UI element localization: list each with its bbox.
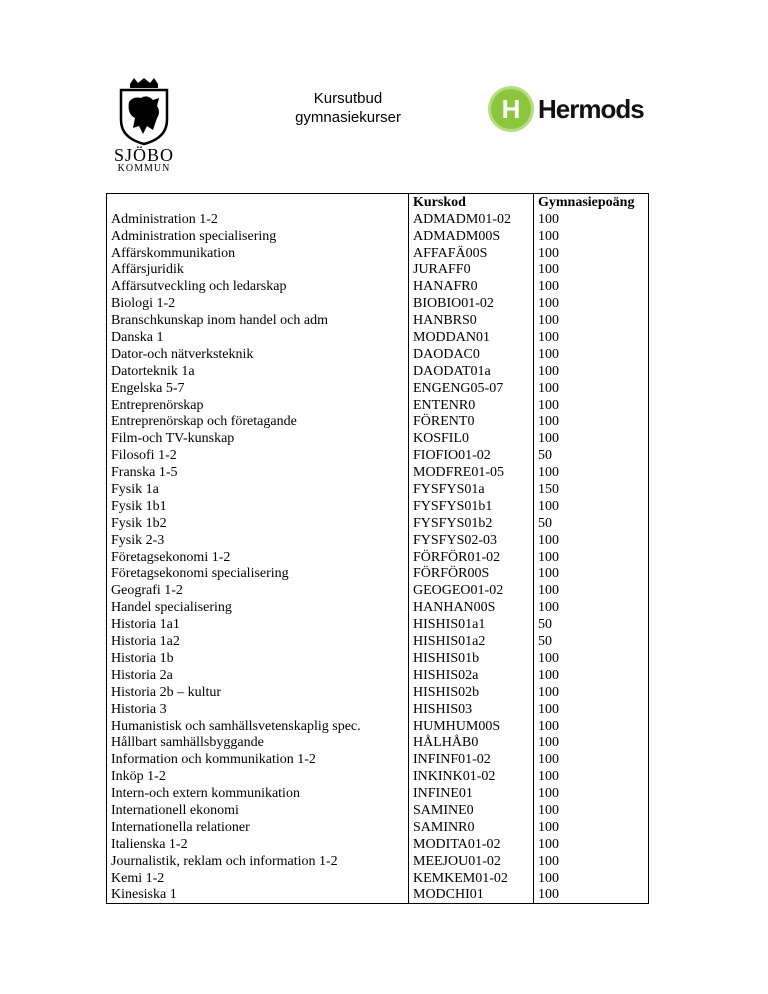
table-row [107, 515, 649, 532]
course-code: FÖRENT0 [409, 414, 534, 431]
table-row [107, 887, 649, 904]
table-row [107, 397, 649, 414]
course-code: HANAFR0 [409, 278, 534, 295]
course-name: Historia 2b – kultur [107, 684, 409, 701]
course-code: HISHIS01a1 [409, 616, 534, 633]
table-row [107, 380, 649, 397]
table-row [107, 853, 649, 870]
course-points: 100 [534, 802, 649, 819]
course-name: Hållbart samhällsbyggande [107, 735, 409, 752]
table-row [107, 447, 649, 464]
course-points: 100 [534, 735, 649, 752]
table-row [107, 414, 649, 431]
course-code: FYSFYS02-03 [409, 532, 534, 549]
course-points: 100 [534, 667, 649, 684]
course-points: 100 [534, 599, 649, 616]
course-code: FYSFYS01b2 [409, 515, 534, 532]
table-row [107, 566, 649, 583]
hermods-logo [488, 86, 644, 132]
course-name: Kinesiska 1 [107, 887, 409, 904]
course-points: 100 [534, 701, 649, 718]
course-code: HISHIS03 [409, 701, 534, 718]
table-row [107, 751, 649, 768]
table-row [107, 211, 649, 228]
course-points: 100 [534, 532, 649, 549]
table-row [107, 262, 649, 279]
course-name: Branschkunskap inom handel och adm [107, 312, 409, 329]
course-points: 100 [534, 346, 649, 363]
course-code: SAMINE0 [409, 802, 534, 819]
course-name: Administration 1-2 [107, 211, 409, 228]
course-name: Administration specialisering [107, 228, 409, 245]
course-points: 100 [534, 566, 649, 583]
page-title [268, 89, 428, 127]
course-code: FÖRFÖR01-02 [409, 549, 534, 566]
course-name: Historia 1a1 [107, 616, 409, 633]
course-code: AFFAFÄ00S [409, 245, 534, 262]
course-code: MEEJOU01-02 [409, 853, 534, 870]
course-code: HISHIS01b [409, 650, 534, 667]
course-points: 100 [534, 278, 649, 295]
course-name: Filosofi 1-2 [107, 447, 409, 464]
course-points: 100 [534, 380, 649, 397]
course-name: Affärskommunikation [107, 245, 409, 262]
course-points: 100 [534, 785, 649, 802]
course-code: MODDAN01 [409, 329, 534, 346]
course-name: Italienska 1-2 [107, 836, 409, 853]
course-name: Företagsekonomi specialisering [107, 566, 409, 583]
title-line-1: Kursutbud [313, 90, 383, 107]
course-points: 100 [534, 262, 649, 279]
course-points: 100 [534, 329, 649, 346]
course-name: Internationell ekonomi [107, 802, 409, 819]
course-name: Fysik 1b1 [107, 498, 409, 515]
course-code: FYSFYS01a [409, 481, 534, 498]
table-row [107, 870, 649, 887]
course-code: HISHIS02b [409, 684, 534, 701]
table-row [107, 768, 649, 785]
table-row [107, 228, 649, 245]
table-row [107, 819, 649, 836]
course-code: HANHAN00S [409, 599, 534, 616]
table-row [107, 701, 649, 718]
table-row [107, 346, 649, 363]
table-header-row [107, 194, 649, 211]
course-code: HUMHUM00S [409, 718, 534, 735]
table-row [107, 481, 649, 498]
course-code: HÅLHÅB0 [409, 735, 534, 752]
course-code: DAODAT01a [409, 363, 534, 380]
table-row [107, 735, 649, 752]
course-points: 150 [534, 481, 649, 498]
course-table [106, 193, 649, 904]
course-code: MODFRE01-05 [409, 464, 534, 481]
course-code: FIOFIO01-02 [409, 447, 534, 464]
course-name: Information och kommunikation 1-2 [107, 751, 409, 768]
course-name: Journalistik, reklam och information 1-2 [107, 853, 409, 870]
course-name: Datorteknik 1a [107, 363, 409, 380]
table-row [107, 464, 649, 481]
course-name: Historia 2a [107, 667, 409, 684]
course-name: Entreprenörskap och företagande [107, 414, 409, 431]
course-points: 100 [534, 228, 649, 245]
course-points: 100 [534, 464, 649, 481]
table-row [107, 312, 649, 329]
course-points: 100 [534, 397, 649, 414]
course-points: 100 [534, 430, 649, 447]
table-row [107, 245, 649, 262]
course-name: Danska 1 [107, 329, 409, 346]
course-points: 100 [534, 870, 649, 887]
course-code: KEMKEM01-02 [409, 870, 534, 887]
municipality-subtitle: KOMMUN [117, 163, 171, 174]
course-code: ENGENG05-07 [409, 380, 534, 397]
course-points: 100 [534, 853, 649, 870]
course-points: 100 [534, 768, 649, 785]
course-code: JURAFF0 [409, 262, 534, 279]
course-code: INKINK01-02 [409, 768, 534, 785]
table-row [107, 718, 649, 735]
course-name: Historia 1b [107, 650, 409, 667]
course-name: Fysik 2-3 [107, 532, 409, 549]
course-points: 50 [534, 616, 649, 633]
table-row [107, 329, 649, 346]
course-points: 100 [534, 650, 649, 667]
course-code: KOSFIL0 [409, 430, 534, 447]
course-points: 100 [534, 211, 649, 228]
course-points: 100 [534, 245, 649, 262]
course-name: Internationella relationer [107, 819, 409, 836]
course-name: Handel specialisering [107, 599, 409, 616]
course-code: DAODAC0 [409, 346, 534, 363]
table-row [107, 278, 649, 295]
table-row [107, 599, 649, 616]
course-name: Företagsekonomi 1-2 [107, 549, 409, 566]
course-code: MODCHI01 [409, 887, 534, 904]
course-name: Biologi 1-2 [107, 295, 409, 312]
course-name: Dator-och nätverksteknik [107, 346, 409, 363]
course-points: 100 [534, 684, 649, 701]
course-name: Fysik 1b2 [107, 515, 409, 532]
course-points: 100 [534, 312, 649, 329]
course-name: Geografi 1-2 [107, 582, 409, 599]
course-code: ADMADM01-02 [409, 211, 534, 228]
course-name: Affärsjuridik [107, 262, 409, 279]
course-points: 100 [534, 887, 649, 904]
table-row [107, 616, 649, 633]
municipality-name: SJÖBO [113, 145, 175, 165]
course-name: Engelska 5-7 [107, 380, 409, 397]
course-points: 100 [534, 836, 649, 853]
course-name: Film-och TV-kunskap [107, 430, 409, 447]
hermods-wordmark: Hermods [538, 93, 644, 124]
course-points: 50 [534, 447, 649, 464]
course-code: SAMINR0 [409, 819, 534, 836]
table-row [107, 633, 649, 650]
header-course-name [107, 194, 409, 211]
course-points: 50 [534, 515, 649, 532]
course-name: Humanistisk och samhällsvetenskaplig spec. [107, 718, 409, 735]
course-name: Historia 1a2 [107, 633, 409, 650]
table-row [107, 582, 649, 599]
table-row [107, 363, 649, 380]
header-points: Gymnasiepoäng [534, 194, 649, 211]
course-name: Franska 1-5 [107, 464, 409, 481]
table-row [107, 430, 649, 447]
course-name: Inköp 1-2 [107, 768, 409, 785]
course-points: 100 [534, 582, 649, 599]
title-line-2: gymnasiekurser [295, 109, 401, 126]
course-code: INFINE01 [409, 785, 534, 802]
course-name: Intern-och extern kommunikation [107, 785, 409, 802]
table-row [107, 532, 649, 549]
hermods-badge-icon: H [488, 86, 534, 132]
course-points: 100 [534, 498, 649, 515]
course-code: INFINF01-02 [409, 751, 534, 768]
course-points: 100 [534, 751, 649, 768]
table-row [107, 498, 649, 515]
table-row [107, 667, 649, 684]
table-row [107, 836, 649, 853]
table-row [107, 650, 649, 667]
course-name: Historia 3 [107, 701, 409, 718]
course-code: HANBRS0 [409, 312, 534, 329]
course-points: 50 [534, 633, 649, 650]
course-name: Entreprenörskap [107, 397, 409, 414]
course-name: Kemi 1-2 [107, 870, 409, 887]
course-code: ENTENR0 [409, 397, 534, 414]
course-name: Fysik 1a [107, 481, 409, 498]
course-code: GEOGEO01-02 [409, 582, 534, 599]
table-row [107, 785, 649, 802]
course-code: HISHIS02a [409, 667, 534, 684]
course-points: 100 [534, 718, 649, 735]
course-code: FYSFYS01b1 [409, 498, 534, 515]
course-points: 100 [534, 363, 649, 380]
header-course-code: Kurskod [409, 194, 534, 211]
table-row [107, 802, 649, 819]
course-code: ADMADM00S [409, 228, 534, 245]
table-row [107, 684, 649, 701]
course-code: FÖRFÖR00S [409, 566, 534, 583]
table-row [107, 549, 649, 566]
course-points: 100 [534, 295, 649, 312]
course-code: HISHIS01a2 [409, 633, 534, 650]
course-points: 100 [534, 414, 649, 431]
course-code: MODITA01-02 [409, 836, 534, 853]
table-row [107, 295, 649, 312]
course-code: BIOBIO01-02 [409, 295, 534, 312]
course-name: Affärsutveckling och ledarskap [107, 278, 409, 295]
course-points: 100 [534, 549, 649, 566]
course-points: 100 [534, 819, 649, 836]
